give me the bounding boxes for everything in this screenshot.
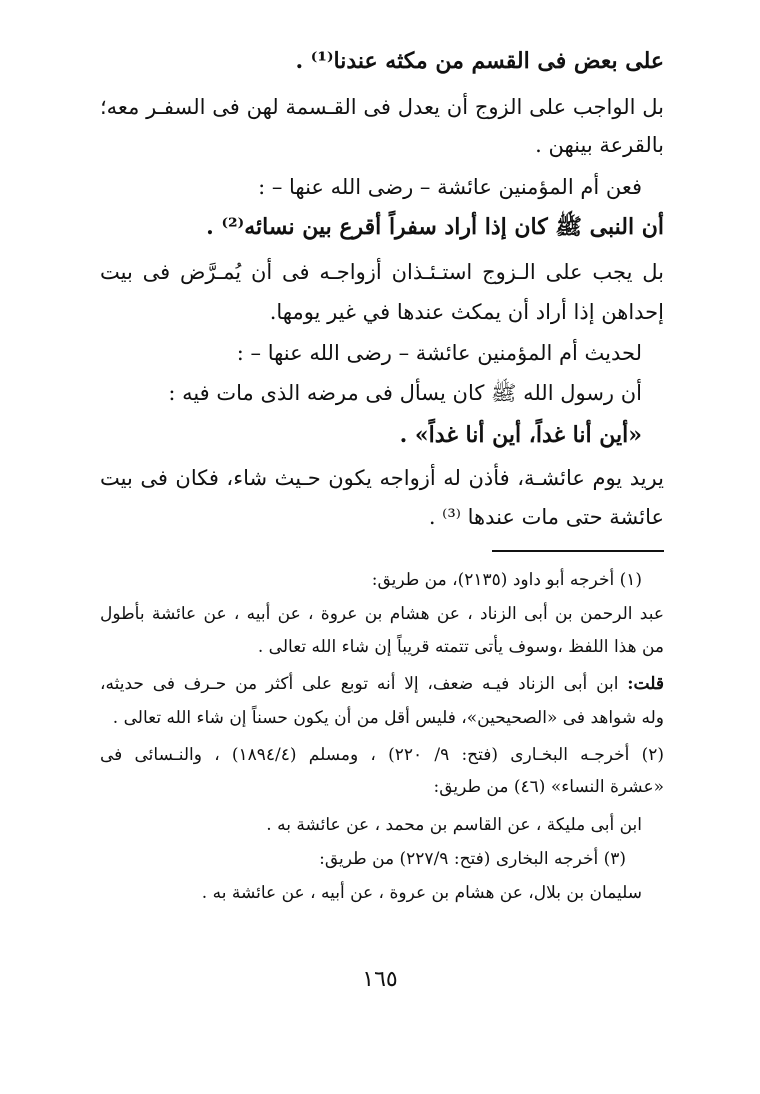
footnote-1-line-5: وله شواهد فى «الصحيحين»، فليس أقل من أن يكون حسناً إن شاء الله تعالى .	[112, 708, 664, 728]
body-line-9: أن رسول الله ﷺ كان يسأل فى مرضه الذى مات فيه :	[168, 381, 642, 405]
footnote-2-heading: (٢) أخرجـه البخـارى (فتح: ٩/ ٢٢٠) ، ومسلم (١٨٩٤/٤) ، والنـسائى فى	[100, 745, 664, 765]
footnote-1-note	[100, 671, 664, 697]
body-line-11: يريد يوم عائشـة، فأذن له أزواجه يكون حـيث شاء، فكان فى بيت	[100, 466, 664, 490]
body-line-4: فعن أم المؤمنين عائشة – رضى الله عنها – :	[258, 175, 642, 199]
body-line-10-hadith: «أين أنا غداً، أين أنا غداً» .	[399, 422, 642, 448]
footnote-note-text: ابن أبى الزناد فيـه ضعف، إلا أنه توبع على أكثر من حـرف فى حديثه،	[100, 674, 628, 694]
footnote-note-label: قلت:	[627, 674, 664, 694]
body-line-2: بل الواجب على الزوج أن يعدل فى القـسمة لهن فى السفـر معه؛	[100, 95, 664, 119]
body-line-6: بل يجب على الـزوج استـئـذان أزواجـه فى أن يُمـرَّض فى بيت	[100, 260, 664, 284]
footnote-1-line-2: عبد الرحمن بن أبى الزناد ، عن هشام بن عروة ، عن أبيه ، عن عائشة بأطول	[100, 604, 664, 624]
body-line-1: على بعض فى القسم من مكثه عندنا⁽¹⁾ .	[295, 48, 664, 74]
footnote-1-heading: (١) أخرجه أبو داود (٢١٣٥)، من طريق:	[371, 570, 642, 590]
footnote-2-line-2: «عشرة النساء» (٤٦) من طريق:	[433, 777, 664, 797]
body-line-12: عائشة حتى مات عندها ⁽³⁾ .	[428, 505, 664, 529]
footnote-3-line-2: سليمان بن بلال، عن هشام بن عروة ، عن أبيه ، عن عائشة به .	[201, 883, 642, 903]
footnote-1-line-3: من هذا اللفظ ،وسوف يأتى تتمته قريباً إن شاء الله تعالى .	[257, 637, 664, 657]
body-line-5-hadith: أن النبى ﷺ كان إذا أراد سفراً أقرع بين نسائه⁽²⁾ .	[206, 214, 664, 240]
footnote-separator	[492, 550, 664, 552]
body-line-7: إحداهن إذا أراد أن يمكث عندها في غير يومها.	[269, 300, 664, 324]
page-number: ١٦٥	[362, 967, 398, 992]
footnote-2-line-3: ابن أبى مليكة ، عن القاسم بن محمد ، عن عائشة به .	[266, 815, 642, 835]
body-line-3: بالقرعة بينهن .	[535, 133, 664, 157]
footnote-3-heading: (٣) أخرجه البخارى (فتح: ٢٢٧/٩) من طريق:	[319, 849, 626, 869]
body-line-8: لحديث أم المؤمنين عائشة – رضى الله عنها – :	[236, 341, 642, 365]
